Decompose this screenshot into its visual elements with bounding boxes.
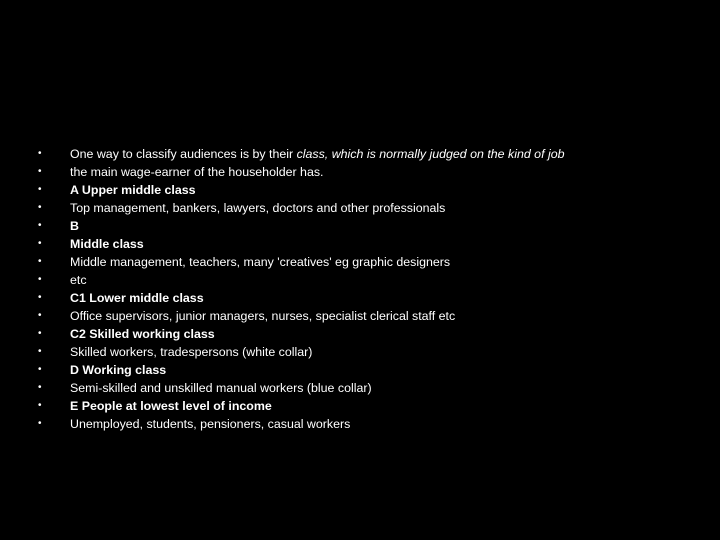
bullet-icon: • — [38, 202, 42, 213]
bullet-icon: • — [38, 292, 42, 303]
bullet-item — [38, 289, 698, 307]
bullet-icon: • — [38, 166, 42, 177]
bullet-text-italic: class, which is normally judged on the kind of job — [296, 147, 565, 161]
bullet-text-heading: C2 Skilled working class — [70, 327, 215, 341]
bullet-text-heading: D Working class — [70, 363, 167, 377]
bullet-text: the main wage-earner of the householder has. — [70, 165, 324, 179]
bullet-text-main: One way to classify audiences is by their — [70, 147, 297, 161]
bullet-text: Top management, bankers, lawyers, doctors and other professionals — [70, 201, 446, 215]
bullet-text-heading: Middle class — [70, 237, 144, 251]
bullet-text: etc — [70, 273, 87, 287]
bullet-icon: • — [38, 220, 42, 231]
bullet-icon: • — [38, 238, 42, 249]
bullet-icon: • — [38, 382, 42, 393]
bullet-text — [70, 145, 698, 163]
bullet-icon: • — [38, 364, 42, 375]
bullet-item — [38, 379, 698, 397]
bullet-item — [38, 217, 698, 235]
bullet-icon: • — [38, 274, 42, 285]
bullet-icon: • — [38, 328, 42, 339]
bullet-text: Middle management, teachers, many 'creatives' eg graphic designers — [70, 255, 451, 269]
bullet-text: Unemployed, students, pensioners, casual workers — [70, 417, 351, 431]
bullet-icon: • — [38, 400, 42, 411]
bullet-item — [38, 199, 698, 217]
bullet-text-heading: E People at lowest level of income — [70, 399, 272, 413]
bullet-item — [38, 181, 698, 199]
bullet-item — [38, 325, 698, 343]
bullet-item — [38, 253, 698, 271]
bullet-icon: • — [38, 418, 42, 429]
bullet-text-heading: C1 Lower middle class — [70, 291, 204, 305]
bullet-text-heading: A Upper middle class — [70, 183, 196, 197]
bullet-item — [38, 361, 698, 379]
bullet-icon: • — [38, 346, 42, 357]
bullet-icon: • — [38, 184, 42, 195]
bullet-item — [38, 415, 698, 433]
bullet-item — [38, 343, 698, 361]
bullet-text: Skilled workers, tradespersons (white collar) — [70, 345, 313, 359]
bullet-item — [38, 163, 698, 181]
bullet-text-heading: B — [70, 219, 79, 233]
bullet-item — [38, 235, 698, 253]
bullet-icon: • — [38, 310, 42, 321]
bullet-text: Office supervisors, junior managers, nurses, specialist clerical staff etc — [70, 309, 456, 323]
bullet-icon: • — [38, 148, 42, 159]
bullet-text: Semi-skilled and unskilled manual workers (blue collar) — [70, 381, 372, 395]
bullet-item — [38, 307, 698, 325]
bullet-item — [38, 397, 698, 415]
bullet-list — [38, 145, 698, 433]
bullet-item — [38, 271, 698, 289]
bullet-item — [38, 145, 698, 163]
bullet-icon: • — [38, 256, 42, 267]
